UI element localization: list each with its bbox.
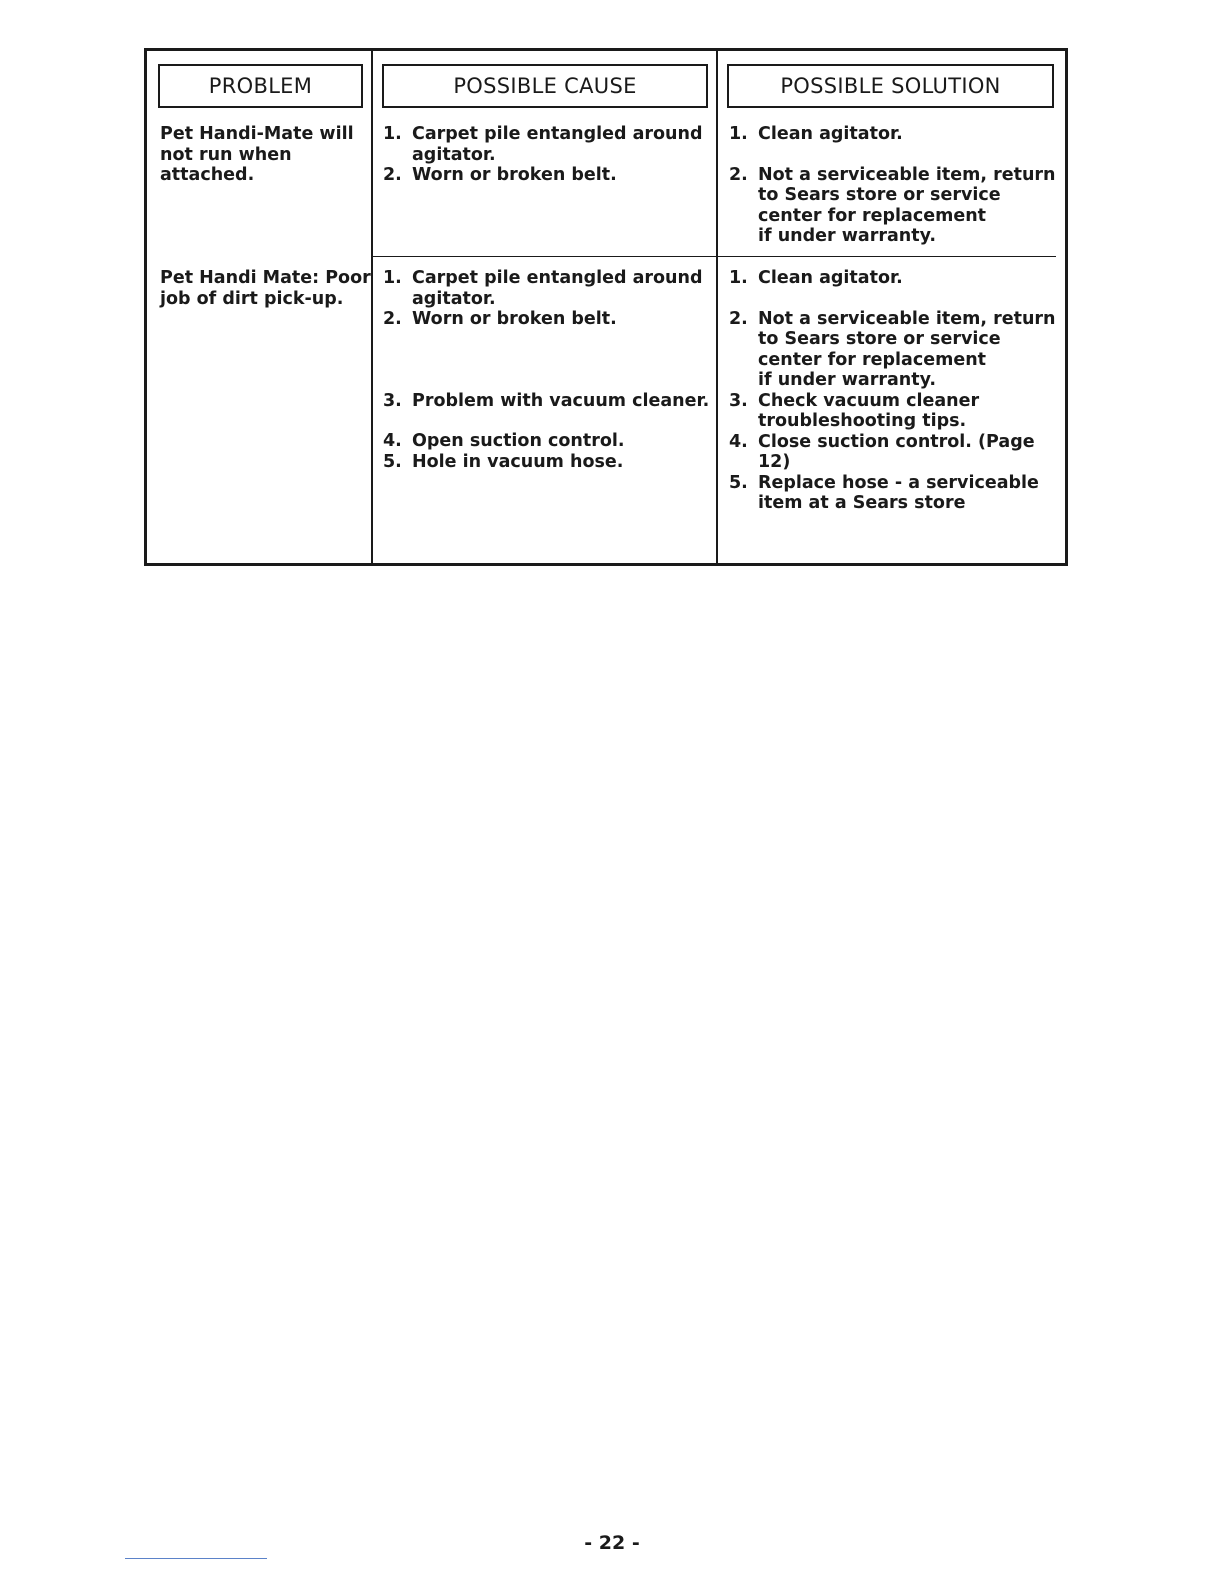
- solution-item: [729, 309, 1059, 391]
- text-line: Worn or broken belt.: [412, 309, 617, 329]
- text-line: Carpet pile entangled around: [412, 124, 703, 144]
- text-line: item at a Sears store: [758, 493, 966, 513]
- item-number: 3.: [729, 390, 748, 411]
- text-line: agitator.: [412, 144, 496, 165]
- column-divider: [716, 51, 718, 563]
- text-line: Not a serviceable item, return: [758, 308, 1056, 329]
- row-divider: [372, 256, 1056, 257]
- item-number: 5.: [729, 472, 748, 493]
- row2-causes: [383, 268, 713, 472]
- text-line: agitator.: [412, 288, 496, 309]
- cause-item: [383, 391, 713, 412]
- cause-item: [383, 309, 713, 330]
- text-line: center for replacement: [758, 349, 987, 370]
- item-number: 4.: [729, 431, 748, 452]
- item-number: 2.: [383, 165, 402, 185]
- text-line: job of dirt pick-up.: [160, 288, 344, 309]
- cause-item: [383, 124, 713, 165]
- header-possible-cause: POSSIBLE CAUSE: [382, 64, 708, 108]
- text-line: not run when: [160, 144, 292, 165]
- text-line: Clean agitator.: [758, 124, 903, 144]
- text-line: Hole in vacuum hose.: [412, 451, 624, 472]
- troubleshooting-table: [144, 48, 1068, 566]
- text-line: if under warranty.: [758, 370, 937, 390]
- item-number: 2.: [729, 308, 748, 329]
- text-line: center for replacement: [758, 205, 987, 226]
- cause-item: [383, 452, 713, 473]
- link-underline: [125, 1558, 267, 1559]
- row1-causes: [383, 124, 713, 186]
- cause-item: [383, 431, 713, 452]
- cause-item: [383, 268, 713, 309]
- text-line: troubleshooting tips.: [758, 411, 967, 431]
- item-number: 2.: [729, 164, 748, 185]
- item-number: 1.: [383, 268, 402, 288]
- item-number: 3.: [383, 390, 402, 411]
- item-number: 1.: [383, 124, 402, 144]
- text-line: to Sears store or service: [758, 329, 1001, 349]
- text-line: to Sears store or service: [758, 185, 1001, 205]
- cause-item: [383, 165, 713, 186]
- page-number: - 22 -: [584, 1532, 640, 1554]
- row2-solutions: [729, 268, 1059, 514]
- row1-problem: [160, 124, 354, 186]
- header-problem: PROBLEM: [158, 64, 363, 108]
- solution-item: [729, 391, 1059, 432]
- text-line: Problem with vacuum cleaner.: [412, 390, 710, 411]
- text-line: Carpet pile entangled around: [412, 268, 703, 288]
- text-line: Clean agitator.: [758, 268, 903, 288]
- text-line: Replace hose - a serviceable: [758, 472, 1039, 493]
- row1-solutions: [729, 124, 1059, 247]
- item-number: 1.: [729, 124, 748, 144]
- item-number: 2.: [383, 309, 402, 329]
- solution-item: [729, 165, 1059, 247]
- text-line: Close suction control. (Page 12): [758, 431, 1035, 472]
- row2-problem: [160, 268, 371, 309]
- header-possible-solution: POSSIBLE SOLUTION: [727, 64, 1054, 108]
- text-line: attached.: [160, 165, 255, 185]
- solution-item: [729, 268, 1059, 289]
- text-line: Worn or broken belt.: [412, 165, 617, 185]
- item-number: 1.: [729, 268, 748, 288]
- text-line: Open suction control.: [412, 431, 625, 451]
- solution-item: [729, 432, 1059, 473]
- text-line: Pet Handi Mate: Poor: [160, 268, 371, 288]
- item-number: 4.: [383, 431, 402, 451]
- text-line: Check vacuum cleaner: [758, 390, 980, 411]
- solution-item: [729, 124, 1059, 145]
- text-line: if under warranty.: [758, 226, 937, 246]
- text-line: Pet Handi-Mate will: [160, 124, 354, 144]
- item-number: 5.: [383, 451, 402, 472]
- solution-item: [729, 473, 1059, 514]
- text-line: Not a serviceable item, return: [758, 164, 1056, 185]
- column-divider: [371, 51, 373, 563]
